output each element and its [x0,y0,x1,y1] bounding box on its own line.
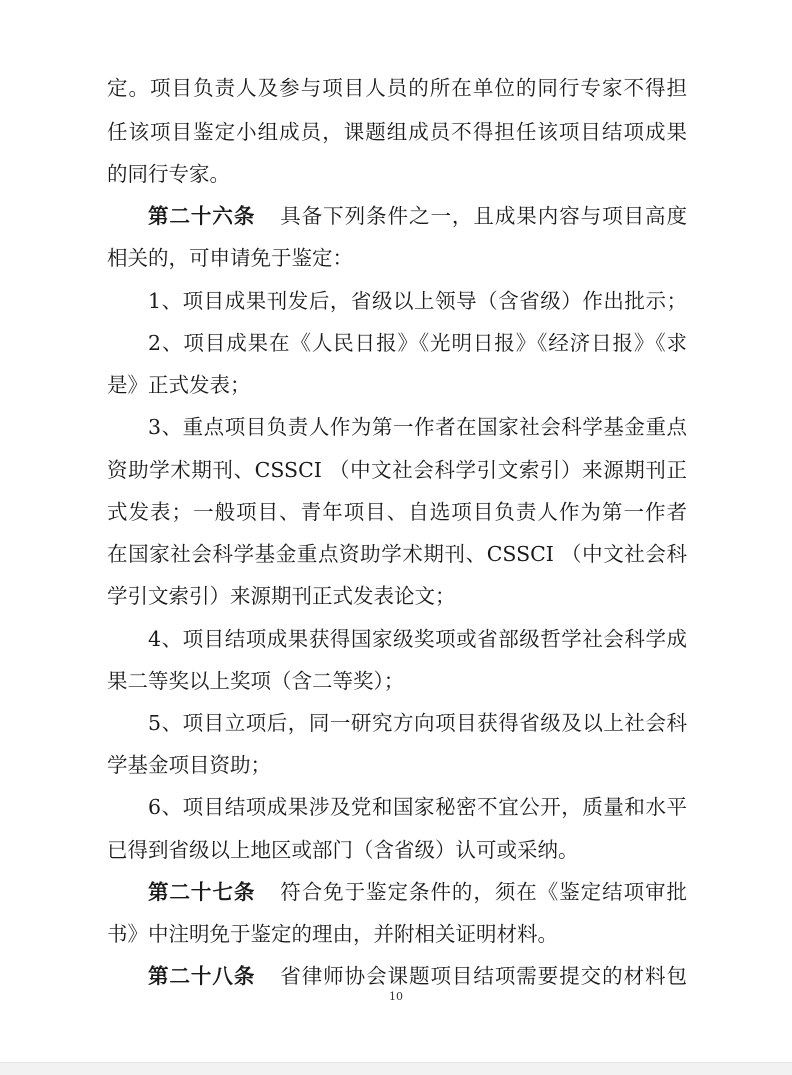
text-line: 在国家社会科学基金重点资助学术期刊、CSSCI （中文社会科 [107,542,687,566]
article-27-line: 第二十七条 符合免于鉴定条件的，须在《鉴定结项审批 [148,880,688,904]
list-item: 6、项目结项成果涉及党和国家秘密不宜公开，质量和水平 [148,795,687,819]
text-line: 式发表；一般项目、青年项目、自选项目负责人作为第一作者 [107,500,687,524]
list-item: 5、项目立项后，同一研究方向项目获得省级及以上社会科 [148,711,687,735]
text-line: 果二等奖以上奖项（含二等奖）； [107,669,405,693]
list-item: 3、重点项目负责人作为第一作者在国家社会科学基金重点 [148,415,687,439]
article-28-line: 第二十八条 省律师协会课题项目结项需要提交的材料包 [148,964,688,988]
page-number: 10 [389,990,403,1003]
list-item: 1、项目成果刊发后，省级以上领导（含省级）作出批示； [148,289,687,313]
list-item: 2、项目成果在《人民日报》《光明日报》《经济日报》《求 [148,331,687,355]
article-26-line: 第二十六条 具备下列条件之一，且成果内容与项目高度 [148,204,688,228]
article-heading: 第二十七条 [148,880,256,904]
text-line: 的同行专家。 [107,162,230,186]
list-item: 4、项目结项成果获得国家级奖项或省部级哲学社会科学成 [148,627,687,651]
text-line: 是》正式发表； [107,373,251,397]
text-line: 已得到省级以上地区或部门（含省级）认可或采纳。 [107,838,579,862]
page-bottom-edge [0,1062,792,1075]
text-line: 学基金项目资助； [107,753,271,777]
text-line: 书》中注明免于鉴定的理由，并附相关证明材料。 [107,922,558,946]
text-line: 定。项目负责人及参与项目人员的所在单位的同行专家不得担 [107,76,687,100]
text-line: 任该项目鉴定小组成员，课题组成员不得担任该项目结项成果 [107,120,687,144]
text-line: 相关的，可申请免于鉴定： [107,246,353,270]
article-heading: 第二十八条 [148,964,256,988]
article-heading: 第二十六条 [148,204,256,228]
text-line: 资助学术期刊、CSSCI （中文社会科学引文索引）来源期刊正 [107,458,687,482]
text-line: 学引文索引）来源期刊正式发表论文； [107,584,456,608]
